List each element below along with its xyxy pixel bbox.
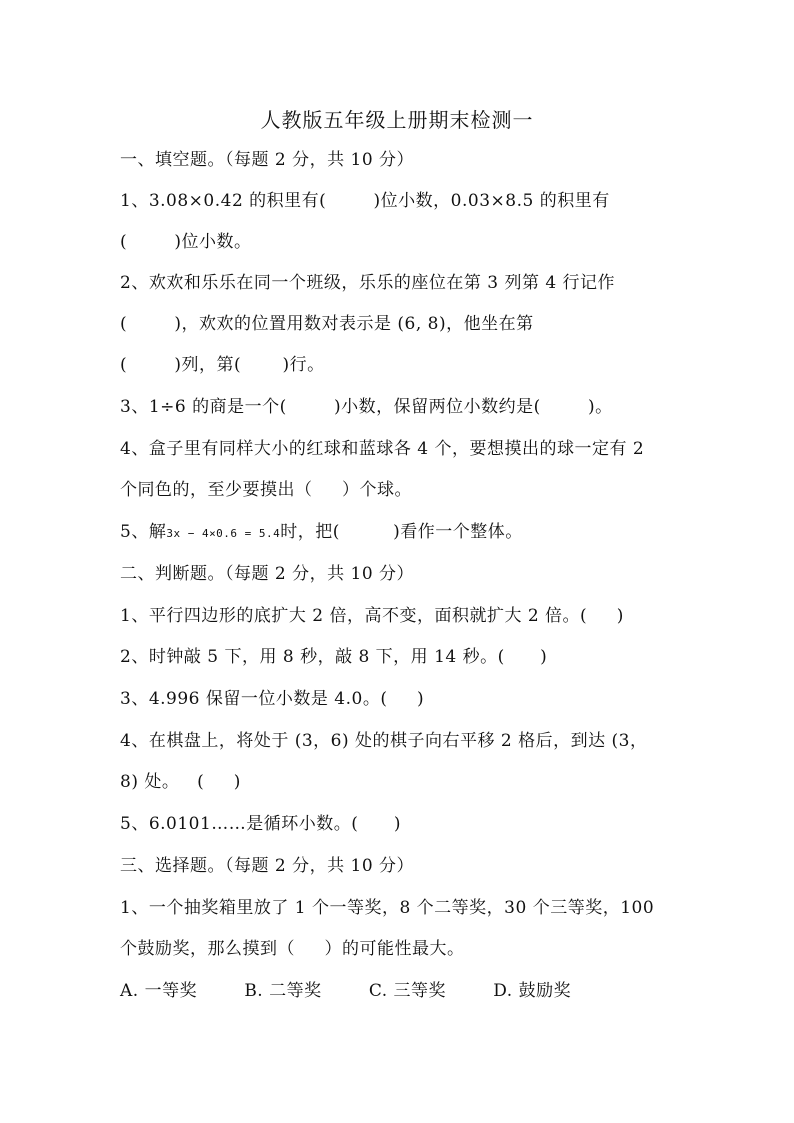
question-line: ( )列，第( )行。 <box>120 355 325 375</box>
question-line: 1、3.08×0.42 的积里有( )位小数，0.03×8.5 的积里有 <box>120 191 610 211</box>
question-line: 个同色的，至少要摸出（ ）个球。 <box>120 480 413 500</box>
question-line: 2、时钟敲 5 下，用 8 秒，敲 8 下，用 14 秒。( ) <box>120 647 548 667</box>
equation: 3x − 4×0.6 = 5.4 <box>166 527 281 540</box>
question-line-equation <box>120 520 523 546</box>
question-line: 4、盒子里有同样大小的红球和蓝球各 4 个，要想摸出的球一定有 2 <box>120 439 645 459</box>
question-line: ( )，欢欢的位置用数对表示是 (6, 8)，他坐在第 <box>120 314 534 334</box>
question-line: 5、6.0101……是循环小数。( ) <box>120 814 401 834</box>
section-heading-multiple-choice: 三、选择题。（每题 2 分，共 10 分） <box>120 856 415 876</box>
question-line: 1、平行四边形的底扩大 2 倍，高不变，面积就扩大 2 倍。( ) <box>120 606 624 626</box>
question-prefix: 5、解 <box>120 522 167 542</box>
section-heading-true-false: 二、判断题。（每题 2 分，共 10 分） <box>120 564 415 584</box>
question-line: 1、一个抽奖箱里放了 1 个一等奖，8 个二等奖，30 个三等奖，100 <box>120 898 655 918</box>
question-line: ( )位小数。 <box>120 232 252 252</box>
question-line: 2、欢欢和乐乐在同一个班级，乐乐的座位在第 3 列第 4 行记作 <box>120 273 616 293</box>
page-title: 人教版五年级上册期末检测一 <box>260 108 534 132</box>
question-line: 8) 处。 ( ) <box>120 772 241 792</box>
question-line: 3、4.996 保留一位小数是 4.0。( ) <box>120 689 425 709</box>
question-line: 4、在棋盘上，将处于 (3，6) 处的棋子向右平移 2 格后，到达 (3， <box>120 731 648 751</box>
section-heading-fill-blank: 一、填空题。（每题 2 分，共 10 分） <box>120 150 415 170</box>
question-suffix: 时，把( )看作一个整体。 <box>280 522 523 542</box>
question-line: 3、1÷6 的商是一个( )小数，保留两位小数约是( )。 <box>120 397 613 417</box>
answer-options: A. 一等奖 B. 二等奖 C. 三等奖 D. 鼓励奖 <box>120 981 572 1001</box>
question-line: 个鼓励奖，那么摸到（ ）的可能性最大。 <box>120 939 465 959</box>
